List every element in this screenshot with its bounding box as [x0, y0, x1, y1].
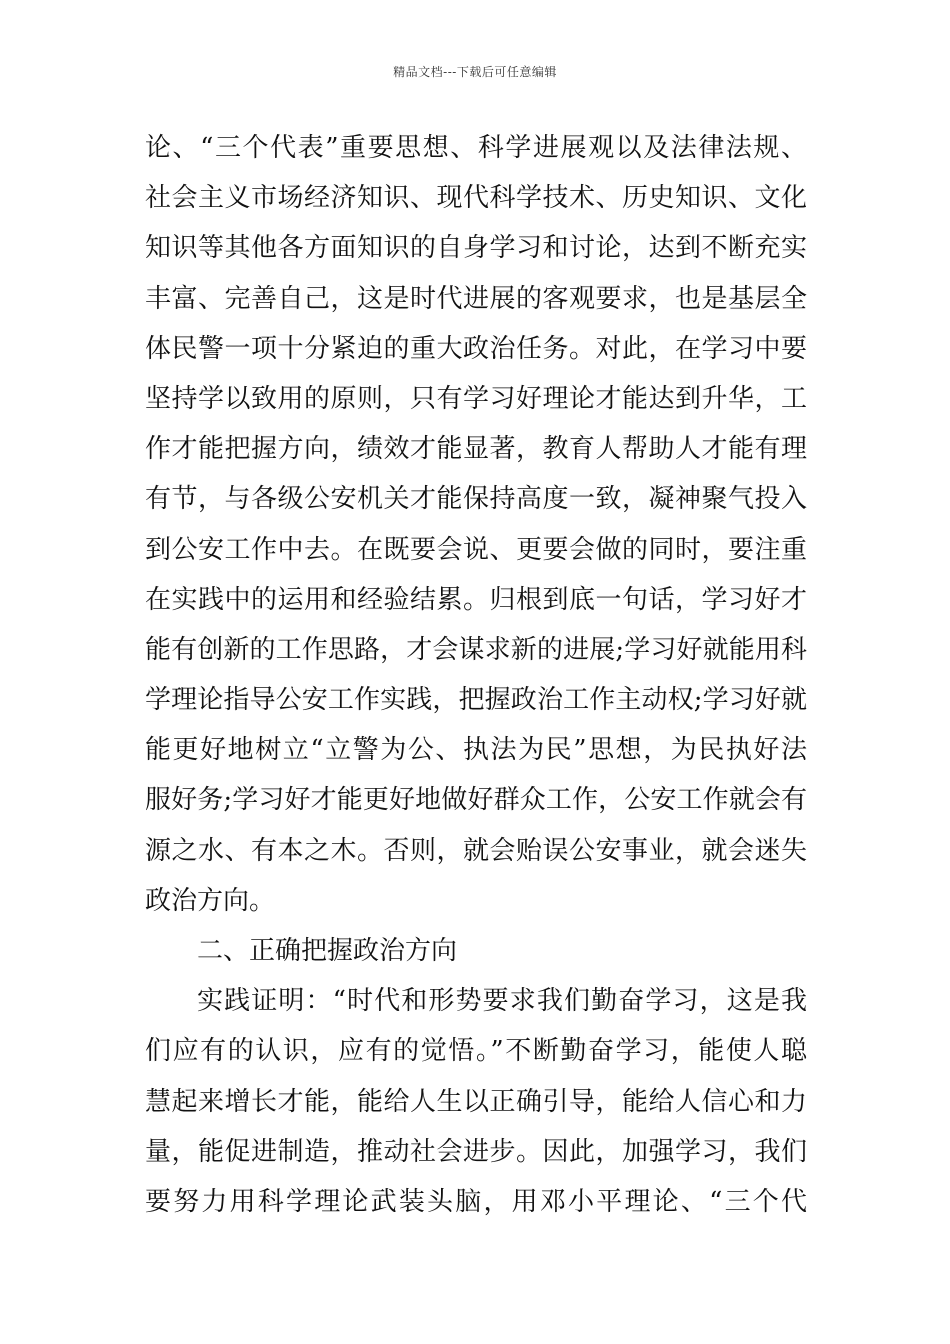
text-line: 丰富、完善自己，这是时代进展的客观要求，也是基层全	[145, 283, 807, 314]
text-line: 实践证明：“时代和形势要求我们勤奋学习，这是我	[197, 986, 807, 1017]
text-line: 政治方向。	[145, 885, 276, 916]
document-body	[145, 123, 807, 1227]
text-line: 体民警一项十分紧迫的重大政治任务。对此，在学习中要	[145, 333, 807, 364]
text-line: 学理论指导公安工作实践，把握政治工作主动权;学习好就	[145, 685, 807, 716]
section-heading: 二、正确把握政治方向	[197, 936, 458, 966]
text-line: 能有创新的工作思路，才会谋求新的进展;学习好就能用科	[145, 634, 807, 665]
text-line: 量，能促进制造，推动社会进步。因此，加强学习，我们	[145, 1136, 807, 1167]
text-line: 服好务;学习好才能更好地做好群众工作，公安工作就会有	[145, 785, 807, 816]
page-header: 精品文档---下载后可任意编辑	[393, 65, 557, 79]
text-line: 在实践中的运用和经验结累。归根到底一句话，学习好才	[145, 584, 807, 615]
text-line: 知识等其他各方面知识的自身学习和讨论，达到不断充实	[145, 233, 807, 264]
text-line: 作才能把握方向，绩效才能显著，教育人帮助人才能有理	[145, 434, 807, 465]
text-line: 社会主义市场经济知识、现代科学技术、历史知识、文化	[145, 183, 807, 214]
text-line: 有节，与各级公安机关才能保持高度一致，凝神聚气投入	[145, 484, 807, 515]
text-line: 坚持学以致用的原则，只有学习好理论才能达到升华，工	[145, 383, 807, 414]
text-line: 能更好地树立“立警为公、执法为民”思想，为民执好法	[145, 735, 807, 766]
text-line: 到公安工作中去。在既要会说、更要会做的同时，要注重	[145, 534, 807, 565]
text-line: 源之水、有本之木。否则，就会贻误公安事业，就会迷失	[145, 835, 807, 866]
text-line: 论、“三个代表”重要思想、科学进展观以及法律法规、	[145, 133, 807, 163]
text-line: 慧起来增长才能，能给人生以正确引导，能给人信心和力	[145, 1086, 807, 1117]
text-line: 们应有的认识，应有的觉悟。”不断勤奋学习，能使人聪	[145, 1036, 807, 1067]
text-line: 要努力用科学理论武装头脑，用邓小平理论、“三个代	[145, 1186, 807, 1217]
